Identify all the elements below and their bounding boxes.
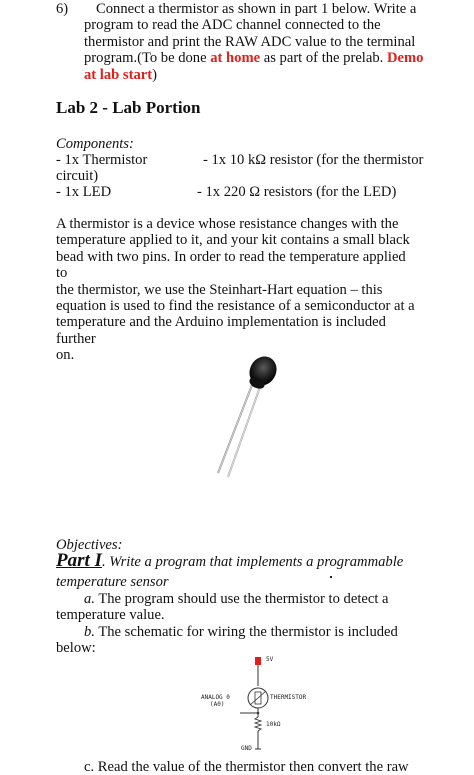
thermistor-schematic [196,655,326,755]
item6-line4-pre: program.(To be done [84,50,211,67]
part-one-intro [56,550,404,571]
at-home-highlight: at home [210,50,261,67]
lab-start-highlight: at lab start [84,66,153,83]
item6-line4 [84,50,464,66]
components-label: Components: [56,136,134,152]
objective-b [84,624,398,640]
item-number: 6) [56,1,69,17]
supply-label: 5V [266,656,274,663]
thermistor-photo [200,345,290,485]
stray-dot [330,576,332,578]
item6-line4-mid: as part of the prelab. [260,50,387,67]
component-led: - 1x LED [56,184,112,200]
analog-pin-label: (A0) [210,701,225,708]
objective-a [84,591,389,607]
paragraph-line: on. [56,347,75,364]
analog-label: ANALOG 0 [201,694,230,701]
objective-c-partial: c. Read the value of the thermistor then convert the raw [84,759,409,775]
thermistor-image [200,345,290,485]
part-one-intro-text: . Write a program that implements a programmable [101,554,404,570]
resistor-symbol [255,717,261,731]
objective-b-cont: below: [56,640,96,656]
resistor-label: 10kΩ [266,721,281,728]
part-one-title: Part I [56,550,102,571]
objective-a-cont: temperature value. [56,607,165,623]
ground-label: GND [241,745,252,752]
objective-a-letter: a. [84,591,95,607]
thermistor-description [56,216,418,364]
item6-line1: Connect a thermistor as shown in part 1 below. Write a [96,1,417,17]
component-thermistor: - 1x Thermistor [56,152,148,168]
part-one-intro-cont: temperature sensor [56,574,169,590]
objective-a-text: The program should use the thermistor to detect a [94,591,389,607]
item6-line3: thermistor and print the RAW ADC value to the terminal [84,33,416,50]
component-resistor-220: - 1x 220 Ω resistors (for the LED) [197,184,397,200]
paragraph-line: bead with two pins. In order to read the temperature applied to [56,248,406,282]
item6-line5-post: ) [152,66,157,83]
supply-marker [255,657,261,665]
objectives-label: Objectives: [56,537,123,553]
component-resistor-10k-cont: circuit) [56,168,99,184]
item6-line2: program to read the ADC channel connected to the [84,17,381,34]
lab-heading: Lab 2 - Lab Portion [56,98,201,117]
item6-text [84,1,464,83]
objective-b-text: The schematic for wiring the thermistor is included [94,624,398,640]
paragraph-line: temperature and the Arduino implementation is included further [56,314,386,347]
paragraph-line: the thermistor, we use the Steinhart-Hart equation – this [56,281,383,298]
paragraph-line: A thermistor is a device whose resistance changes with the [56,216,399,232]
demo-highlight: Demo [386,50,424,67]
objective-b-letter: b. [84,624,95,640]
item6-line5 [84,67,464,83]
paragraph-line: equation is used to find the resistance of a semiconductor at a [56,298,415,315]
thermistor-label: THERMISTOR [270,694,307,701]
paragraph-line: temperature applied to it, and your kit contains a small black [56,232,410,249]
component-resistor-10k: - 1x 10 kΩ resistor (for the thermistor [203,152,424,168]
